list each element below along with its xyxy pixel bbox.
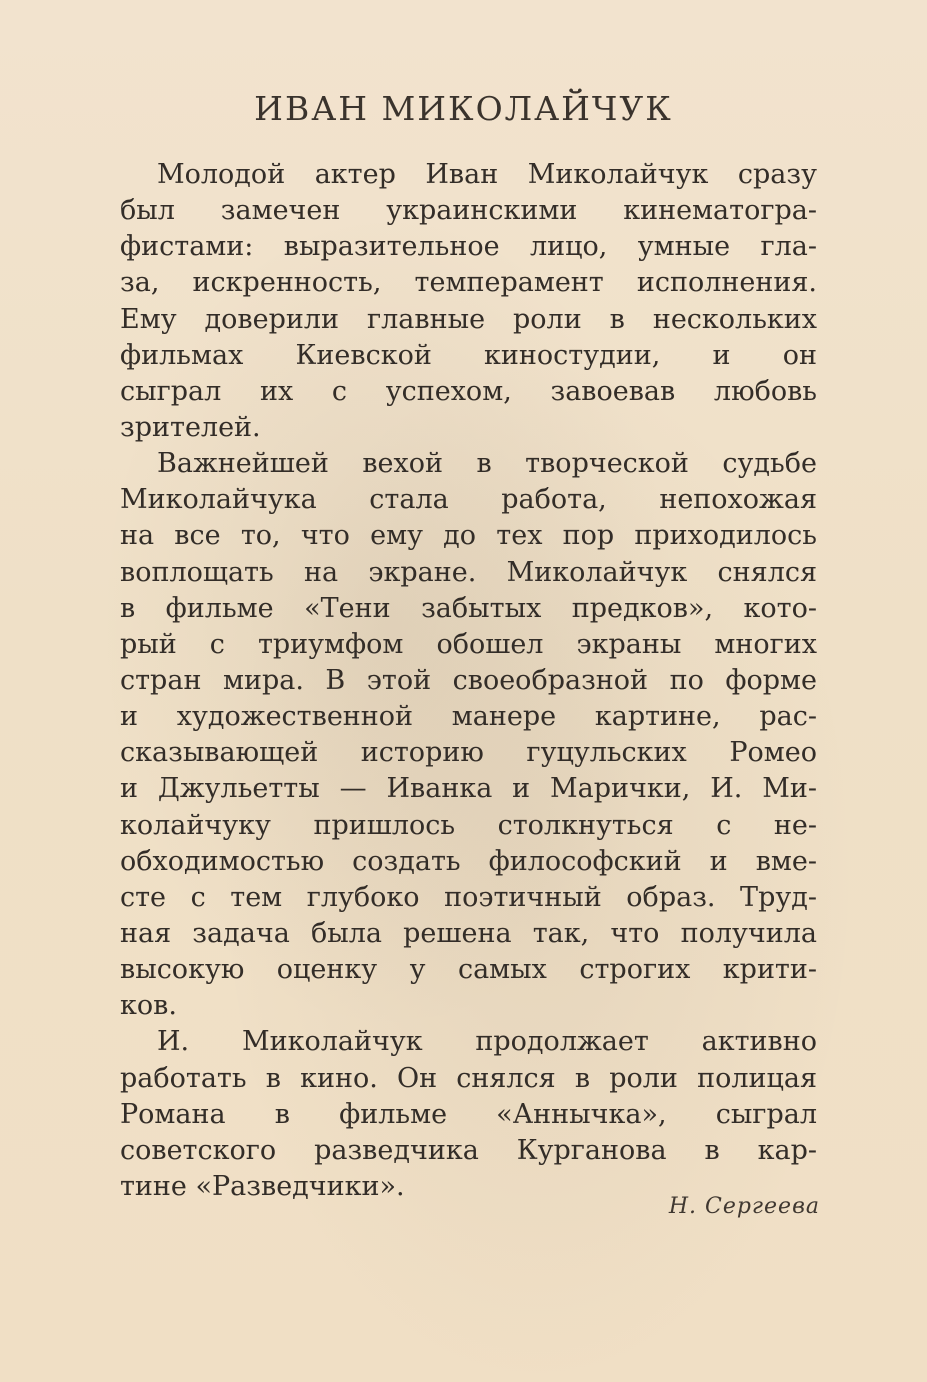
body-line: и художественной манере картине, рас-	[120, 701, 817, 733]
author-signature: Н. Сергеева	[668, 1194, 820, 1219]
body-line: фильмах Киевской киностудии, и он	[120, 339, 817, 371]
body-line: был замечен украинскими кинематогра-	[120, 195, 817, 227]
body-line: сыграл их с успехом, завоевав любовь	[120, 375, 817, 407]
article-body	[120, 157, 817, 1205]
body-line: зрителей.	[120, 411, 261, 443]
body-line: стран мира. В этой своеобразной по форме	[120, 664, 817, 696]
body-line: Романа в фильме «Аннычка», сыграл	[120, 1098, 817, 1130]
body-line: Важнейшей вехой в творческой судьбе	[157, 448, 817, 480]
body-line: высокую оценку у самых строгих крити-	[120, 954, 817, 986]
body-line: воплощать на экране. Миколайчук снялся	[120, 556, 817, 588]
body-line: И. Миколайчук продолжает активно	[157, 1026, 817, 1058]
body-line: сказывающей историю гуцульских Ромео	[120, 737, 817, 769]
body-line: сте с тем глубоко поэтичный образ. Труд-	[120, 881, 817, 913]
body-line: на все то, что ему до тех пор приходилось	[120, 520, 817, 552]
body-line: ков.	[120, 990, 177, 1022]
body-line: и Джульетты — Иванка и Марички, И. Ми-	[120, 773, 817, 805]
body-line: за, искренность, темперамент исполнения.	[120, 267, 817, 299]
body-line: колайчуку пришлось столкнуться с не-	[120, 809, 817, 841]
body-line: обходимостью создать философский и вме-	[120, 845, 817, 877]
body-line: работать в кино. Он снялся в роли полицая	[120, 1062, 817, 1094]
body-line: Миколайчука стала работа, непохожая	[120, 484, 817, 516]
body-line: тине «Разведчики».	[120, 1170, 405, 1202]
body-line: Молодой актер Иван Миколайчук сразу	[157, 159, 817, 190]
body-line: ная задача была решена так, что получила	[120, 917, 817, 949]
body-line: Ему доверили главные роли в нескольких	[120, 303, 817, 335]
body-line: советского разведчика Курганова в кар-	[120, 1134, 817, 1166]
body-line: фистами: выразительное лицо, умные гла-	[120, 231, 817, 263]
body-line: рый с триумфом обошел экраны многих	[120, 628, 817, 660]
article-title: ИВАН МИКОЛАЙЧУК	[254, 89, 673, 128]
body-line: в фильме «Тени забытых предков», кото-	[120, 592, 817, 624]
